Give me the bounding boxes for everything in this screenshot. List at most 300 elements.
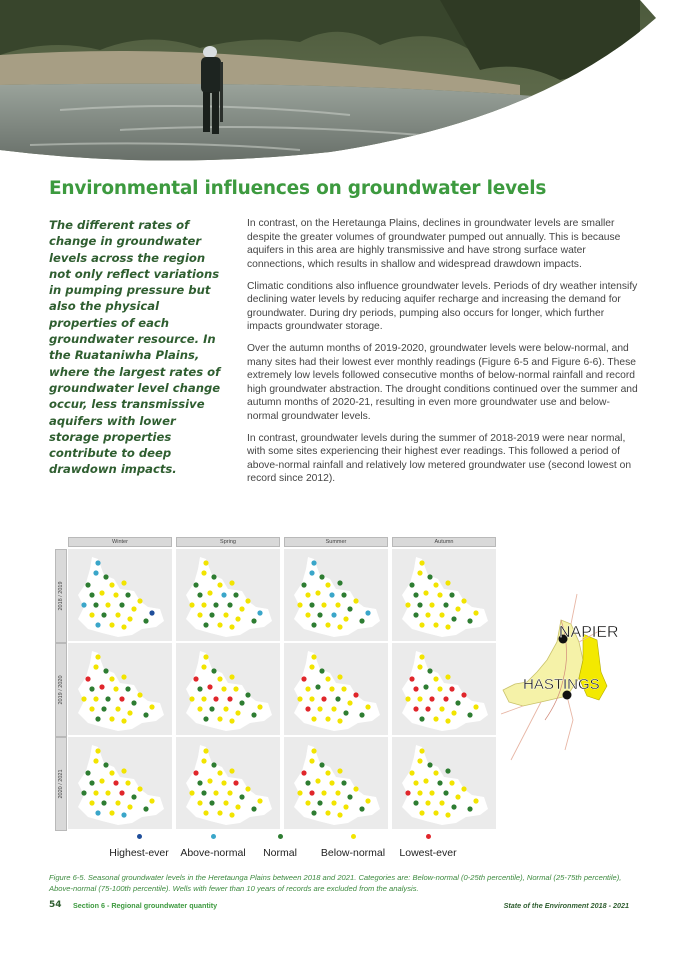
well-site-marker	[433, 622, 438, 627]
well-site-marker	[93, 790, 98, 795]
season-header-spring: Spring	[176, 537, 280, 547]
year-label: 2019 / 2020	[58, 675, 64, 705]
well-site-marker	[473, 704, 478, 709]
well-site-marker	[89, 706, 94, 711]
well-site-marker	[473, 798, 478, 803]
well-site-marker	[105, 790, 110, 795]
map-panel-winter-3	[68, 737, 172, 829]
well-site-marker	[409, 582, 414, 587]
well-site-marker	[419, 654, 424, 659]
well-site-marker	[433, 582, 438, 587]
page-title: Environmental influences on groundwater levels	[49, 178, 547, 199]
well-site-marker	[325, 582, 330, 587]
well-site-marker	[101, 706, 106, 711]
well-site-marker	[95, 654, 100, 659]
well-site-marker	[409, 676, 414, 681]
well-site-marker	[189, 790, 194, 795]
well-site-marker	[315, 590, 320, 595]
well-site-marker	[93, 696, 98, 701]
legend-item-lowest	[393, 834, 463, 861]
well-site-marker	[325, 622, 330, 627]
well-site-marker	[229, 624, 234, 629]
well-site-marker	[429, 602, 434, 607]
well-site-marker	[321, 696, 326, 701]
well-site-marker	[311, 654, 316, 659]
well-site-marker	[331, 800, 336, 805]
well-site-marker	[455, 606, 460, 611]
well-site-marker	[305, 686, 310, 691]
well-site-marker	[121, 674, 126, 679]
well-site-marker	[335, 602, 340, 607]
well-site-marker	[365, 798, 370, 803]
well-site-marker	[427, 762, 432, 767]
well-site-marker	[197, 686, 202, 691]
well-site-marker	[337, 624, 342, 629]
well-site-marker	[317, 800, 322, 805]
well-site-marker	[419, 560, 424, 565]
well-site-marker	[93, 570, 98, 575]
well-site-marker	[127, 616, 132, 621]
well-site-marker	[425, 706, 430, 711]
well-site-marker	[309, 602, 314, 607]
well-site-marker	[103, 762, 108, 767]
well-site-marker	[315, 684, 320, 689]
well-site-marker	[301, 676, 306, 681]
map-label-napier: NAPIER	[559, 624, 619, 641]
well-site-marker	[109, 676, 114, 681]
map-panel-summer-1	[284, 549, 388, 641]
well-site-marker	[417, 664, 422, 669]
well-site-marker	[235, 804, 240, 809]
well-site-marker	[413, 780, 418, 785]
well-site-marker	[99, 778, 104, 783]
well-site-marker	[209, 612, 214, 617]
well-site-marker	[99, 590, 104, 595]
well-site-marker	[203, 748, 208, 753]
well-site-marker	[301, 582, 306, 587]
map-panel-svg	[68, 737, 172, 829]
well-site-marker	[337, 674, 342, 679]
well-site-marker	[413, 592, 418, 597]
well-site-marker	[297, 790, 302, 795]
well-site-marker	[433, 676, 438, 681]
well-site-marker	[297, 696, 302, 701]
well-site-marker	[347, 700, 352, 705]
well-site-marker	[137, 786, 142, 791]
well-site-marker	[321, 602, 326, 607]
well-site-marker	[451, 804, 456, 809]
hero-photo	[0, 0, 675, 175]
well-site-marker	[321, 790, 326, 795]
well-site-marker	[359, 712, 364, 717]
body-text	[247, 217, 639, 494]
well-site-marker	[319, 762, 324, 767]
well-site-marker	[413, 612, 418, 617]
well-site-marker	[109, 622, 114, 627]
figure-caption: Figure 6-5. Seasonal groundwater levels in the Heretaunga Plains between 2018 and 2021. Categories are: Below-normal (0-25th percentile), Normal (25-75th percentile), Above-normal (75-100th percentile). Wells with fewer than 10 years of records are excluded from the analysis.	[49, 873, 622, 893]
well-site-marker	[413, 706, 418, 711]
well-site-marker	[99, 684, 104, 689]
well-site-marker	[233, 780, 238, 785]
legend-label: Above-normal	[180, 847, 246, 859]
well-site-marker	[93, 664, 98, 669]
well-site-marker	[405, 696, 410, 701]
well-site-marker	[337, 812, 342, 817]
map-panel-winter-2	[68, 643, 172, 735]
well-site-marker	[251, 712, 256, 717]
well-site-marker	[209, 706, 214, 711]
well-site-marker	[85, 676, 90, 681]
well-site-marker	[311, 748, 316, 753]
well-site-marker	[217, 622, 222, 627]
well-site-marker	[309, 790, 314, 795]
well-site-marker	[103, 574, 108, 579]
well-site-marker	[203, 622, 208, 627]
well-site-marker	[217, 676, 222, 681]
well-site-marker	[125, 780, 130, 785]
well-site-marker	[121, 718, 126, 723]
well-site-marker	[343, 710, 348, 715]
well-site-marker	[325, 716, 330, 721]
well-site-marker	[337, 768, 342, 773]
well-site-marker	[413, 686, 418, 691]
well-site-marker	[131, 606, 136, 611]
well-site-marker	[121, 624, 126, 629]
well-site-marker	[93, 602, 98, 607]
well-site-marker	[121, 768, 126, 773]
well-site-marker	[245, 692, 250, 697]
legend-dot	[211, 834, 216, 839]
well-site-marker	[311, 560, 316, 565]
well-site-marker	[229, 718, 234, 723]
well-site-marker	[109, 582, 114, 587]
map-panel-svg	[284, 549, 388, 641]
season-header-winter: Winter	[68, 537, 172, 547]
well-site-marker	[337, 718, 342, 723]
well-site-marker	[197, 592, 202, 597]
map-panel-summer-3	[284, 737, 388, 829]
well-site-marker	[341, 592, 346, 597]
legend-dot	[137, 834, 142, 839]
well-site-marker	[341, 686, 346, 691]
map-panel-svg	[392, 643, 496, 735]
well-site-marker	[239, 794, 244, 799]
well-site-marker	[461, 786, 466, 791]
well-site-marker	[89, 800, 94, 805]
well-site-marker	[81, 696, 86, 701]
well-site-marker	[319, 668, 324, 673]
well-site-marker	[109, 770, 114, 775]
well-site-marker	[127, 710, 132, 715]
well-site-marker	[439, 800, 444, 805]
well-site-marker	[203, 560, 208, 565]
well-site-marker	[207, 590, 212, 595]
well-site-marker	[201, 758, 206, 763]
well-site-marker	[311, 622, 316, 627]
well-site-marker	[149, 610, 154, 615]
well-site-marker	[439, 612, 444, 617]
well-site-marker	[305, 780, 310, 785]
year-header-2018	[55, 549, 67, 643]
well-site-marker	[417, 696, 422, 701]
well-site-marker	[213, 602, 218, 607]
well-site-marker	[309, 664, 314, 669]
map-panel-svg	[284, 737, 388, 829]
map-panel-svg	[176, 549, 280, 641]
well-site-marker	[197, 800, 202, 805]
well-site-marker	[359, 618, 364, 623]
legend-dot	[426, 834, 431, 839]
well-site-marker	[113, 780, 118, 785]
well-site-marker	[419, 716, 424, 721]
well-site-marker	[85, 770, 90, 775]
well-site-marker	[201, 570, 206, 575]
location-map	[501, 590, 631, 765]
well-site-marker	[439, 706, 444, 711]
well-site-marker	[455, 700, 460, 705]
well-site-marker	[233, 686, 238, 691]
well-site-marker	[257, 798, 262, 803]
well-site-marker	[113, 686, 118, 691]
well-site-marker	[305, 800, 310, 805]
well-site-marker	[223, 800, 228, 805]
well-site-marker	[429, 696, 434, 701]
year-header-2020	[55, 737, 67, 831]
well-site-marker	[189, 696, 194, 701]
well-site-marker	[95, 716, 100, 721]
well-site-marker	[229, 674, 234, 679]
paragraph: Over the autumn months of 2019-2020, groundwater levels were below-normal, and many sites had their lowest ever monthly readings (Figure 6-5 and Figure 6-6). These extremely low levels followed consecutive months of below-normal rainfall and record high groundwater abstraction. The drought conditions continued over the summer and autumn months of 2020-21, resulting in even more groundwater use and below-normal groundwater levels.	[247, 343, 638, 422]
well-site-marker	[473, 610, 478, 615]
well-site-marker	[101, 612, 106, 617]
well-site-marker	[227, 696, 232, 701]
well-site-marker	[103, 668, 108, 673]
well-site-marker	[229, 580, 234, 585]
well-site-marker	[143, 712, 148, 717]
well-site-marker	[331, 706, 336, 711]
well-site-marker	[419, 810, 424, 815]
well-site-marker	[89, 780, 94, 785]
well-site-marker	[451, 616, 456, 621]
well-site-marker	[223, 706, 228, 711]
well-site-marker	[423, 590, 428, 595]
well-site-marker	[405, 790, 410, 795]
well-site-marker	[125, 592, 130, 597]
map-panel-winter-1	[68, 549, 172, 641]
well-site-marker	[127, 804, 132, 809]
well-site-marker	[239, 700, 244, 705]
map-panel-autumn-3	[392, 737, 496, 829]
well-site-marker	[105, 602, 110, 607]
map-panel-spring-3	[176, 737, 280, 829]
well-site-marker	[89, 592, 94, 597]
well-site-marker	[101, 800, 106, 805]
well-site-marker	[305, 612, 310, 617]
well-site-marker	[309, 570, 314, 575]
well-site-marker	[251, 806, 256, 811]
well-site-marker	[353, 598, 358, 603]
well-site-marker	[409, 770, 414, 775]
well-site-marker	[257, 704, 262, 709]
well-site-marker	[229, 812, 234, 817]
well-site-marker	[95, 560, 100, 565]
well-site-marker	[213, 790, 218, 795]
well-site-marker	[211, 668, 216, 673]
well-site-marker	[329, 592, 334, 597]
well-site-marker	[319, 574, 324, 579]
year-header-2019	[55, 643, 67, 737]
well-site-marker	[131, 794, 136, 799]
well-site-marker	[309, 696, 314, 701]
well-site-marker	[217, 770, 222, 775]
legend-label: Highest-ever	[109, 847, 169, 859]
well-site-marker	[427, 574, 432, 579]
legend-item-above	[175, 834, 251, 861]
well-site-marker	[325, 810, 330, 815]
map-panel-autumn-1	[392, 549, 496, 641]
well-site-marker	[211, 762, 216, 767]
well-site-marker	[143, 806, 148, 811]
well-site-marker	[417, 570, 422, 575]
map-panel-autumn-2	[392, 643, 496, 735]
map-panel-svg	[176, 737, 280, 829]
well-site-marker	[427, 668, 432, 673]
well-site-marker	[81, 790, 86, 795]
well-site-marker	[221, 780, 226, 785]
figure-legend	[103, 834, 463, 864]
map-panel-svg	[176, 643, 280, 735]
well-site-marker	[449, 686, 454, 691]
well-site-marker	[197, 780, 202, 785]
well-site-marker	[193, 582, 198, 587]
well-site-marker	[95, 622, 100, 627]
well-site-marker	[445, 674, 450, 679]
well-site-marker	[221, 592, 226, 597]
well-site-marker	[343, 616, 348, 621]
legend-item-normal	[253, 834, 307, 861]
year-label: 2020 / 2021	[58, 769, 64, 799]
well-site-marker	[203, 716, 208, 721]
well-site-marker	[149, 798, 154, 803]
well-site-marker	[121, 580, 126, 585]
well-site-marker	[85, 582, 90, 587]
well-site-marker	[223, 612, 228, 617]
well-site-marker	[347, 606, 352, 611]
well-site-marker	[341, 780, 346, 785]
legend-item-below	[316, 834, 390, 861]
well-site-marker	[461, 598, 466, 603]
well-site-marker	[113, 592, 118, 597]
well-site-marker	[81, 602, 86, 607]
well-site-marker	[201, 664, 206, 669]
well-site-marker	[119, 696, 124, 701]
well-site-marker	[325, 676, 330, 681]
well-site-marker	[433, 770, 438, 775]
well-site-marker	[143, 618, 148, 623]
well-site-marker	[449, 780, 454, 785]
well-site-marker	[461, 692, 466, 697]
well-site-marker	[423, 684, 428, 689]
year-label: 2018 / 2019	[58, 581, 64, 611]
well-site-marker	[209, 800, 214, 805]
well-site-marker	[329, 686, 334, 691]
well-site-marker	[95, 810, 100, 815]
well-site-marker	[235, 616, 240, 621]
well-site-marker	[445, 624, 450, 629]
well-site-marker	[95, 748, 100, 753]
well-site-marker	[131, 700, 136, 705]
paragraph: In contrast, on the Heretaunga Plains, declines in groundwater levels are smaller despite the greater volumes of groundwater pumped out annually. This is because aquifers in this area are highly transmissive and have strong surface water connections, which results in shallow and widespread drawdown impacts.	[247, 218, 621, 270]
well-site-marker	[325, 770, 330, 775]
well-site-marker	[115, 612, 120, 617]
map-label-hastings: HASTINGS	[523, 676, 600, 693]
well-site-marker	[417, 790, 422, 795]
well-site-marker	[365, 704, 370, 709]
paragraph: Climatic conditions also influence groundwater levels. Periods of dry weather intensify declining water levels by reducing aquifer recharge and increasing the demand for groundwater. During dry periods, pumping also occurs for longer, which further impacts groundwater storage.	[247, 280, 638, 332]
well-site-marker	[245, 786, 250, 791]
pull-quote: The different rates of change in groundwater levels across the region not only reflect variations in pumping pressure but also the physical properties of each groundwater resource. In the Ruataniwha Plains, where the largest rates of groundwater level change occur, less transmissive aquifers with lower storage properties contribute to deep drawdown impacts.	[49, 218, 221, 477]
well-site-marker	[311, 716, 316, 721]
well-site-marker	[335, 696, 340, 701]
well-site-marker	[337, 580, 342, 585]
well-site-marker	[239, 606, 244, 611]
well-site-marker	[311, 810, 316, 815]
well-site-marker	[137, 692, 142, 697]
well-site-marker	[445, 580, 450, 585]
well-site-marker	[203, 810, 208, 815]
well-site-marker	[467, 806, 472, 811]
well-site-marker	[207, 684, 212, 689]
well-site-marker	[203, 654, 208, 659]
well-site-marker	[331, 612, 336, 617]
well-site-marker	[89, 686, 94, 691]
well-site-marker	[119, 602, 124, 607]
map-panel-summer-2	[284, 643, 388, 735]
map-panel-svg	[68, 549, 172, 641]
well-site-marker	[193, 676, 198, 681]
well-site-marker	[309, 758, 314, 763]
well-site-marker	[467, 712, 472, 717]
well-site-marker	[201, 602, 206, 607]
well-site-marker	[257, 610, 262, 615]
well-site-marker	[229, 768, 234, 773]
well-site-marker	[89, 612, 94, 617]
well-site-marker	[197, 612, 202, 617]
map-panel-svg	[392, 549, 496, 641]
map-panel-svg	[284, 643, 388, 735]
well-site-marker	[433, 716, 438, 721]
well-site-marker	[445, 768, 450, 773]
well-site-marker	[433, 810, 438, 815]
well-site-marker	[213, 696, 218, 701]
legend-label: Lowest-ever	[399, 847, 457, 859]
legend-label: Below-normal	[320, 847, 386, 859]
well-site-marker	[437, 686, 442, 691]
season-header-summer: Summer	[284, 537, 388, 547]
map-panel-svg	[392, 737, 496, 829]
well-site-marker	[353, 692, 358, 697]
well-site-marker	[443, 602, 448, 607]
legend-dot	[278, 834, 283, 839]
well-site-marker	[245, 598, 250, 603]
well-site-marker	[425, 800, 430, 805]
legend-item-highest	[103, 834, 175, 861]
well-site-marker	[305, 706, 310, 711]
well-site-marker	[467, 618, 472, 623]
well-site-marker	[417, 758, 422, 763]
legend-label: Normal	[263, 847, 297, 859]
map-panel-svg	[68, 643, 172, 735]
